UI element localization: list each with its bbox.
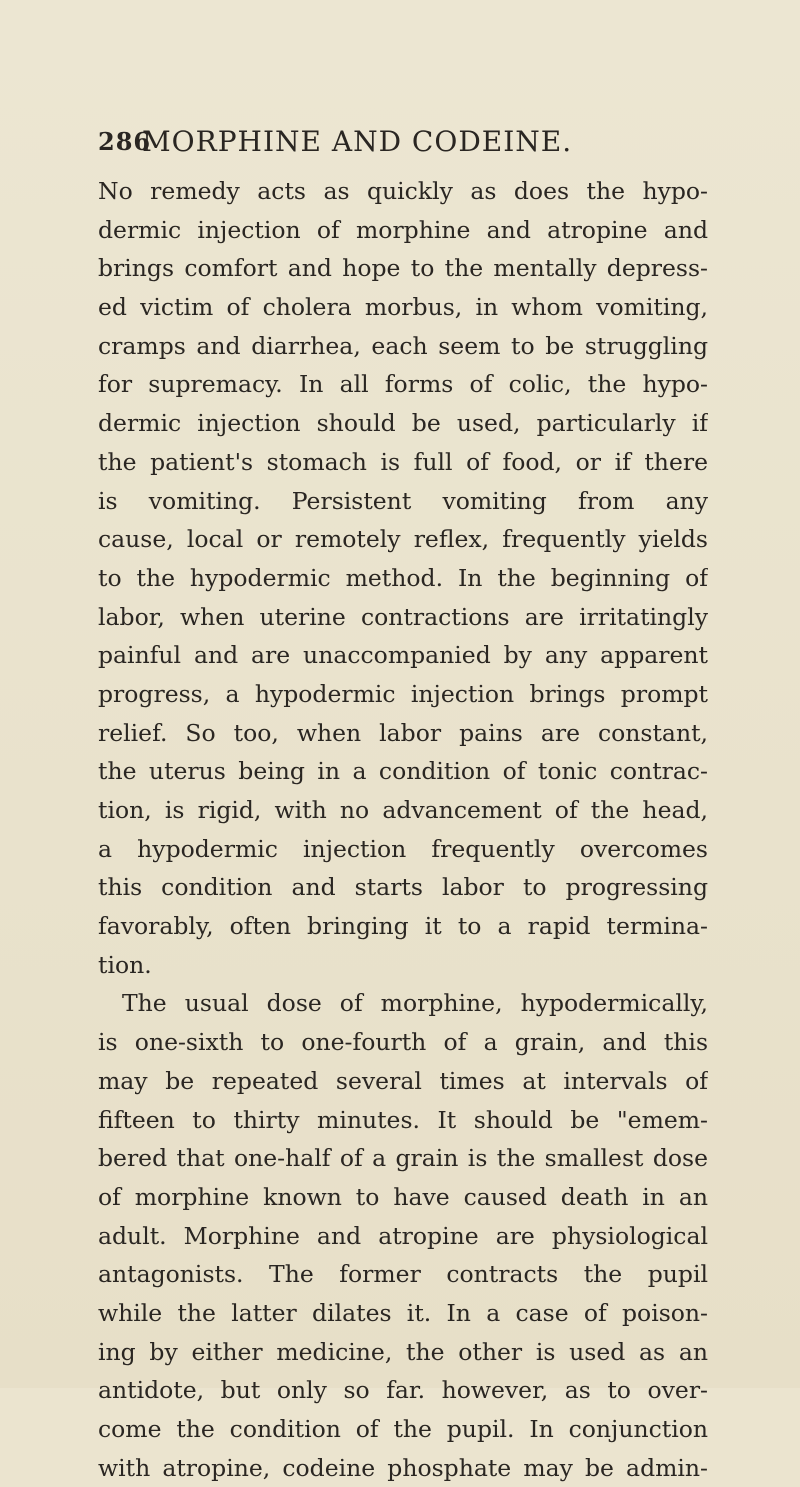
text-line: is one-sixth to one-fourth of a grain, and this — [98, 1028, 708, 1057]
text-line: is vomiting. Persistent vomiting from any — [98, 486, 708, 515]
text-line: brings comfort and hope to the mentally depress- — [98, 254, 708, 283]
page-header — [98, 122, 718, 162]
text-line: antagonists. The former contracts the pupil — [98, 1260, 708, 1289]
text-line: labor, when uterine contractions are irritatingly — [98, 602, 708, 631]
text-line: cause, local or remotely reflex, frequently yields — [98, 525, 708, 554]
text-line: fifteen to thirty minutes. It should be "emem- — [98, 1105, 708, 1134]
text-line: the patient's stomach is full of food, or if there — [98, 447, 708, 476]
text-line: to the hypodermic method. In the beginning of — [98, 563, 708, 592]
text-line: the uterus being in a condition of tonic contrac- — [98, 757, 708, 786]
text-line: bered that one-half of a grain is the smallest dose — [98, 1144, 708, 1173]
text-line: tion. — [98, 950, 152, 979]
text-line: favorably, often bringing it to a rapid termina- — [98, 912, 708, 941]
text-line: painful and are unaccompanied by any apparent — [98, 641, 708, 670]
text-line: while the latter dilates it. In a case of poison- — [98, 1298, 708, 1327]
text-line: antidote, but only so far. however, as to over- — [98, 1376, 708, 1405]
text-line: of morphine known to have caused death in an — [98, 1182, 708, 1211]
text-line: for supremacy. In all forms of colic, the hypo- — [98, 370, 708, 399]
running-title: MORPHINE AND CODEINE. — [142, 125, 573, 158]
text-line: ed victim of cholera morbus, in whom vomiting, — [98, 293, 708, 322]
text-line: ing by either medicine, the other is used as an — [98, 1337, 708, 1366]
text-line: relief. So too, when labor pains are constant, — [98, 718, 708, 747]
page-number: 286 — [98, 127, 152, 156]
text-line: a hypodermic injection frequently overcomes — [98, 834, 708, 863]
text-line: come the condition of the pupil. In conjunction — [98, 1415, 708, 1443]
text-line: may be repeated several times at intervals of — [98, 1066, 708, 1095]
text-line: dermic injection of morphine and atropine and — [98, 215, 708, 244]
body-text — [98, 172, 708, 1487]
text-line: this condition and starts labor to progressing — [98, 873, 708, 902]
text-line: progress, a hypodermic injection brings prompt — [98, 679, 708, 708]
text-line: dermic injection should be used, particularly if — [98, 409, 708, 438]
text-line: with atropine, codeine phosphate may be admin- — [98, 1453, 708, 1482]
text-line: cramps and diarrhea, each seem to be struggling — [98, 331, 708, 360]
text-line: adult. Morphine and atropine are physiological — [98, 1221, 708, 1250]
text-line: No remedy acts as quickly as does the hypo- — [98, 177, 708, 205]
text-line: The usual dose of morphine, hypodermically, — [122, 989, 708, 1018]
text-line: tion, is rigid, with no advancement of the head, — [98, 796, 708, 824]
